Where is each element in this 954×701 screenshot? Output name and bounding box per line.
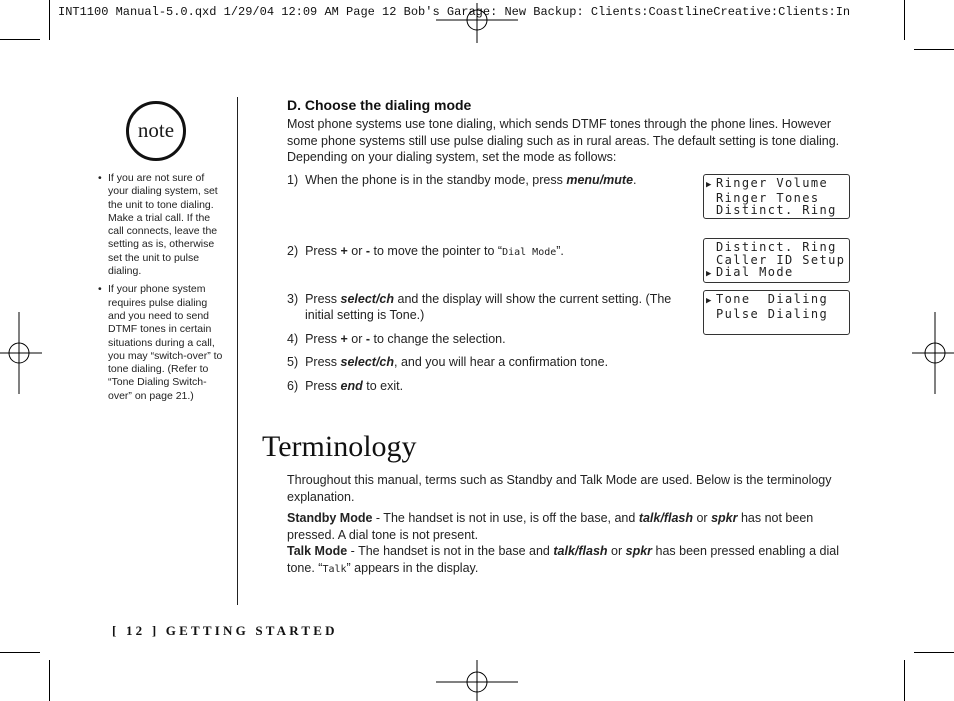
- key-label: end: [340, 379, 363, 393]
- step-1: [287, 172, 637, 188]
- column-divider: [237, 97, 238, 605]
- step-text: Press: [305, 355, 341, 369]
- lcd-screen-dialing-type: [703, 290, 850, 335]
- step-text: .: [633, 173, 637, 187]
- lcd-line-selected: [706, 177, 849, 192]
- step-text: When the phone is in the standby mode, press: [305, 173, 567, 187]
- page-footer: [ 12 ] GETTING STARTED: [112, 623, 338, 638]
- note-label: note: [137, 118, 175, 142]
- step-5: [287, 354, 608, 370]
- lcd-inline-text: Talk: [322, 563, 347, 575]
- key-label: +: [340, 332, 348, 346]
- lcd-text: Distinct. Ring: [716, 240, 837, 254]
- lcd-text: Tone Dialing: [716, 292, 829, 306]
- step-text: and the display will show the current setting. (The: [394, 292, 672, 306]
- registration-mark-left: [0, 312, 42, 394]
- lcd-screen-dial-mode: [703, 238, 850, 283]
- definition-text: - The handset is not in use, is off the base, and: [372, 511, 639, 525]
- lcd-line: [706, 204, 849, 217]
- terminology-heading: Terminology: [262, 430, 417, 463]
- lcd-line-selected: [706, 266, 849, 281]
- step-number: 5): [287, 355, 299, 369]
- step-text: Press: [305, 292, 341, 306]
- key-label: menu/mute: [566, 173, 634, 187]
- step-text: or: [347, 332, 366, 346]
- key-label: -: [365, 332, 371, 346]
- step-number: 1): [287, 173, 299, 187]
- step-4: [287, 331, 506, 347]
- terminology-intro: Throughout this manual, terms such as Standby and Talk Mode are used. Below is the terminology explanation.: [287, 473, 832, 504]
- lcd-line-selected: [706, 293, 849, 308]
- definition-text: - The handset is not in the base and: [347, 544, 554, 558]
- pointer-icon: ▶: [706, 269, 712, 279]
- talk-definition: [287, 543, 852, 578]
- key-label: +: [340, 244, 348, 258]
- definition-text: ” appears in the display.: [346, 560, 479, 575]
- step-text: to change the selection.: [370, 332, 506, 346]
- step-2: [287, 243, 564, 261]
- lcd-inline-text: Dial Mode: [502, 247, 557, 258]
- lcd-screen-menu: [703, 174, 850, 219]
- definition-text: or: [607, 544, 626, 558]
- registration-mark-right: [912, 312, 954, 394]
- sidebar-tip: [98, 283, 226, 403]
- key-label: select/ch: [340, 355, 395, 369]
- bullet: •: [98, 172, 102, 184]
- sidebar-tip-text: If you are not sure of your dialing system, set the unit to tone dialing. Make a trial call. If the call connects, leave the setting as is, otherwise set the unit to pulse dialing.: [108, 172, 218, 278]
- step-text: initial setting is Tone.): [305, 308, 425, 322]
- step-text: Press: [305, 332, 341, 346]
- definition-text: has not been pressed. A dial tone is not present.: [287, 511, 814, 542]
- key-label: -: [365, 244, 371, 258]
- term-label: Standby Mode: [287, 511, 373, 525]
- lcd-line: [706, 308, 849, 321]
- term-label: Talk Mode: [287, 544, 348, 558]
- standby-definition: [287, 510, 852, 543]
- bullet: •: [98, 283, 102, 296]
- lcd-text: Dial Mode: [716, 265, 794, 279]
- step-text: to exit.: [362, 379, 404, 393]
- definition-text: has been pressed enabling a dial tone. “: [287, 544, 839, 575]
- pointer-icon: ▶: [706, 180, 712, 190]
- step-number: 3): [287, 292, 299, 306]
- step-number: 4): [287, 332, 299, 346]
- section-intro: Most phone systems use tone dialing, which sends DTMF tones through the phone lines. However some phone systems still use pulse dialing such as in rural areas. The default setting is tone dialing. Depending on your dialing system, set the mode as follows:: [287, 117, 840, 164]
- key-label: spkr: [711, 511, 738, 525]
- step-number: 6): [287, 379, 299, 393]
- lcd-text: Pulse Dialing: [716, 306, 829, 321]
- step-text: ”.: [556, 244, 564, 258]
- lcd-text: Distinct. Ring: [716, 203, 837, 217]
- section-heading: D. Choose the dialing mode: [287, 97, 472, 113]
- sidebar-tip: [98, 172, 226, 278]
- lcd-text: Caller ID Setup: [716, 252, 846, 267]
- lcd-text: Ringer Volume: [716, 176, 829, 190]
- step-3: [287, 291, 697, 323]
- registration-mark-bottom: [436, 660, 518, 701]
- step-text: , and you will hear a confirmation tone.: [394, 355, 609, 369]
- key-label: talk/flash: [553, 544, 608, 558]
- key-label: talk/flash: [638, 511, 693, 525]
- slug-line: INT1100 Manual-5.0.qxd 1/29/04 12:09 AM Page 12 Bob's Garage: New Backup: Clients:CoastlineCreative:Clients:In: [58, 5, 851, 19]
- definition-text: or: [693, 511, 712, 525]
- pointer-icon: ▶: [706, 296, 712, 306]
- step-text: or: [347, 244, 366, 258]
- step-text: Press: [305, 379, 341, 393]
- registration-mark-top: [436, 3, 518, 43]
- step-6: [287, 378, 403, 394]
- lcd-text: Ringer Tones: [716, 190, 820, 205]
- key-label: spkr: [625, 544, 653, 558]
- sidebar-tip-text: If your phone system requires pulse dialing and you need to send DTMF tones in certain situations during a call, you may “switch-over” to tone dialing. (Refer to “Tone Dialing Switch-over” on page 21.): [108, 283, 223, 402]
- step-number: 2): [287, 244, 299, 258]
- step-text: Press: [305, 244, 341, 258]
- step-text: to move the pointer to “: [370, 244, 503, 258]
- sidebar-tips: [98, 172, 226, 408]
- key-label: select/ch: [340, 292, 395, 306]
